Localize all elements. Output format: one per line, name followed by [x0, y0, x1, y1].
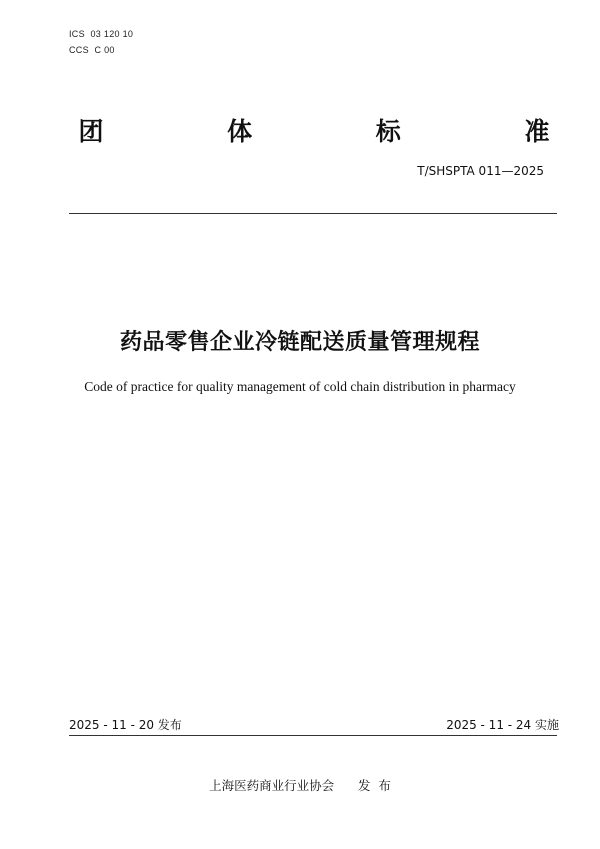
publisher-spacer — [334, 778, 358, 793]
issue-date: 2025 - 11 - 20 发布 — [69, 718, 182, 732]
publisher-line — [0, 776, 600, 794]
standard-type-char: 团 — [78, 117, 104, 146]
ccs-code: CCS C 00 — [69, 45, 115, 55]
standard-type-char: 准 — [524, 117, 550, 146]
standard-number: T/SHSPTA 011—2025 — [417, 164, 544, 178]
title-chinese: 药品零售企业冷链配送质量管理规程 — [119, 330, 480, 355]
standard-type-char: 体 — [227, 117, 253, 146]
standard-type-heading — [75, 112, 553, 148]
title-english: Code of practice for quality management of cold chain distribution in pharmacy — [84, 379, 516, 394]
publish-action: 发 布 — [357, 778, 391, 793]
bottom-divider — [69, 735, 557, 736]
implementation-date: 2025 - 11 - 24 实施 — [446, 718, 559, 732]
standard-type-char: 标 — [375, 117, 401, 146]
ics-code: ICS 03 120 10 — [69, 29, 134, 39]
publisher-name: 上海医药商业行业协会 — [209, 778, 335, 793]
top-divider — [69, 213, 557, 214]
